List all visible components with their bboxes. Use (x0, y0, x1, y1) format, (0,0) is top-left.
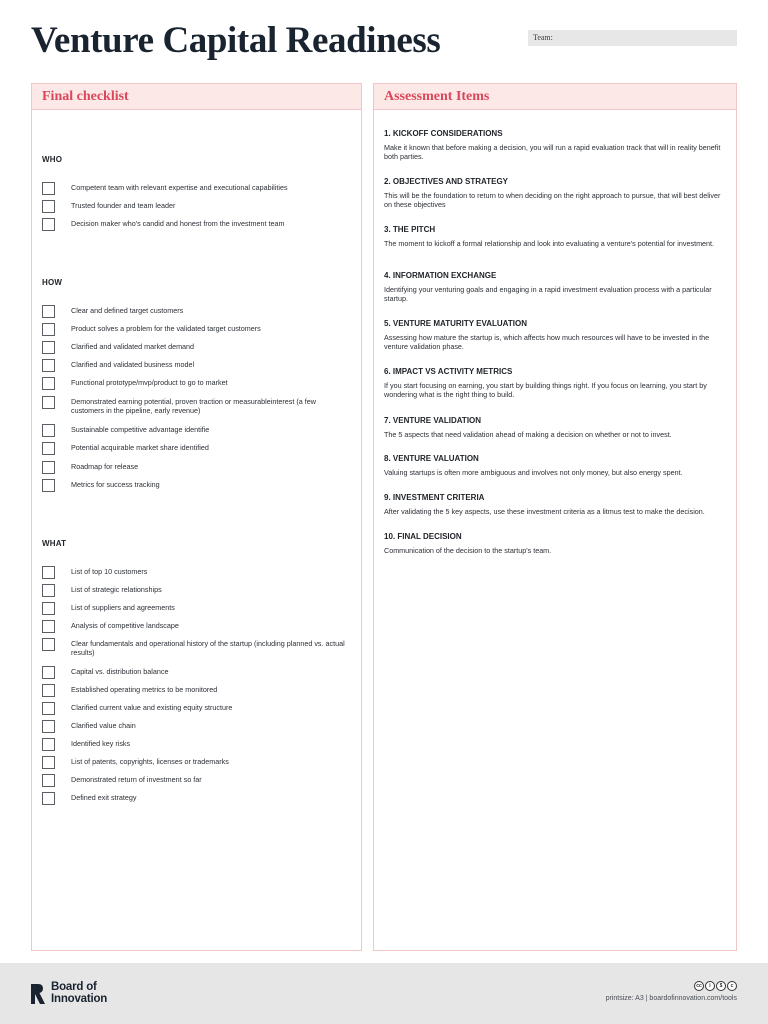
checklist-item-label: Capital vs. distribution balance (71, 667, 169, 676)
checklist-item-label: Trusted founder and team leader (71, 201, 176, 210)
assessment-item-title: 7. VENTURE VALIDATION (384, 416, 482, 425)
assessment-item-description: Identifying your venturing goals and engaging in a rapid investment evaluation process with a particular startup. (384, 285, 712, 303)
checklist-body (32, 110, 361, 950)
checklist-item-label: Demonstrated return of investment so far (71, 775, 202, 784)
assessment-item (384, 367, 728, 399)
checkbox[interactable] (42, 323, 55, 336)
team-field[interactable] (528, 30, 737, 46)
final-checklist-panel (31, 83, 362, 951)
page-title: Venture Capital Readiness (31, 20, 441, 61)
checkbox[interactable] (42, 424, 55, 437)
assessment-item-title: 6. IMPACT VS ACTIVITY METRICS (384, 367, 513, 376)
checklist-item-label: Potential acquirable market share identified (71, 443, 209, 452)
section-label-what: WHAT (42, 539, 67, 548)
checkbox[interactable] (42, 359, 55, 372)
checklist-item-label: Functional prototype/mvp/product to go to market (71, 378, 228, 387)
cc-cc-icon: cc (694, 981, 704, 991)
assessment-item-title: 2. OBJECTIVES AND STRATEGY (384, 177, 509, 186)
cc-sa-icon: c (727, 981, 737, 991)
creative-commons-icons (694, 981, 737, 992)
cc-nc-icon: $ (716, 981, 726, 991)
checkbox[interactable] (42, 792, 55, 805)
checkbox[interactable] (42, 461, 55, 474)
assessment-item-title: 5. VENTURE MATURITY EVALUATION (384, 319, 527, 328)
assessment-item (384, 271, 728, 303)
checkbox[interactable] (42, 756, 55, 769)
assessment-item (384, 493, 728, 516)
checkbox[interactable] (42, 341, 55, 354)
checkbox[interactable] (42, 305, 55, 318)
checkbox[interactable] (42, 738, 55, 751)
assessment-item (384, 177, 728, 209)
assessment-item-title: 8. VENTURE VALUATION (384, 454, 479, 463)
assessment-item-description: Valuing startups is often more ambiguous and involves not only money, but also energy spent. (384, 468, 683, 477)
checklist-item-label: Decision maker who's candid and honest from the investment team (71, 219, 285, 228)
assessment-item-title: 4. INFORMATION EXCHANGE (384, 271, 497, 280)
checklist-item-label: Metrics for success tracking (71, 480, 160, 489)
assessment-item-title: 9. INVESTMENT CRITERIA (384, 493, 485, 502)
assessment-item-description: Assessing how mature the startup is, which affects how much resources will have to be invested in the venture validation phase. (384, 333, 710, 351)
assessment-item (384, 129, 728, 161)
assessment-item-title: 10. FINAL DECISION (384, 532, 462, 541)
checklist-item-label: Competent team with relevant expertise and executional capabilities (71, 183, 288, 192)
checkbox[interactable] (42, 182, 55, 195)
section-label-who: WHO (42, 155, 63, 164)
checkbox[interactable] (42, 702, 55, 715)
checkbox[interactable] (42, 720, 55, 733)
assessment-item-description: The 5 aspects that need validation ahead of making a decision on whether or not to invest. (384, 430, 672, 439)
final-checklist-header: Final checklist (32, 84, 361, 110)
logo-text-line1: Board of (51, 981, 97, 993)
checkbox[interactable] (42, 479, 55, 492)
checklist-item-label: Established operating metrics to be monitored (71, 685, 218, 694)
assessment-item-description: After validating the 5 key aspects, use these investment criteria as a litmus test to make the decision. (384, 507, 705, 516)
logo-mark-icon (30, 983, 46, 1005)
checkbox[interactable] (42, 200, 55, 213)
checklist-item-label: Sustainable competitive advantage identifie (71, 425, 210, 434)
team-label: Team: (533, 33, 553, 42)
checklist-item-label: List of suppliers and agreements (71, 603, 175, 612)
checklist-item-label: Clarified and validated business model (71, 360, 195, 369)
checkbox[interactable] (42, 396, 55, 409)
cc-by-icon: i (705, 981, 715, 991)
checkbox[interactable] (42, 638, 55, 651)
assessment-item-description: Communication of the decision to the startup's team. (384, 546, 552, 555)
assessment-item-title: 1. KICKOFF CONSIDERATIONS (384, 129, 503, 138)
assessment-items-panel (373, 83, 737, 951)
assessment-item (384, 532, 728, 555)
checkbox[interactable] (42, 218, 55, 231)
checklist-item-label: Analysis of competitive landscape (71, 621, 179, 630)
assessment-body (374, 110, 736, 950)
checklist-item-label: Defined exit strategy (71, 793, 137, 802)
section-label-how: HOW (42, 278, 63, 287)
logo-text-line2: Innovation (51, 992, 108, 1005)
print-info: printsize: A3 | boardofinnovation.com/tools (605, 995, 737, 1002)
checklist-item-label: Demonstrated earning potential, proven traction or measurableinterest (a few customers in the pipeline, early revenue) (71, 397, 316, 415)
assessment-item-description: If you start focusing on earning, you start by building things right. If you focus on learning, you start by wondering what is the right thing to build. (384, 381, 707, 399)
checkbox[interactable] (42, 684, 55, 697)
checklist-item-label: Clear fundamentals and operational history of the startup (including planned vs. actual results) (71, 639, 345, 657)
checklist-item-label: Roadmap for release (71, 462, 139, 471)
checkbox[interactable] (42, 566, 55, 579)
assessment-items-header: Assessment Items (374, 84, 736, 110)
checklist-item-label: Clarified and validated market demand (71, 342, 195, 351)
checklist-item-label: Product solves a problem for the validated target customers (71, 324, 261, 333)
checkbox[interactable] (42, 584, 55, 597)
assessment-item-description: This will be the foundation to return to when deciding on the right approach to pursue, that will best deliver on these objectives (384, 191, 721, 209)
footer (0, 963, 768, 1024)
assessment-item-description: The moment to kickoff a formal relationship and look into evaluating a venture's potential for investment. (384, 239, 715, 248)
checklist-item-label: Identified key risks (71, 739, 131, 748)
checklist-item-label: Clarified current value and existing equity structure (71, 703, 233, 712)
checkbox[interactable] (42, 666, 55, 679)
assessment-item-title: 3. THE PITCH (384, 225, 436, 234)
assessment-item (384, 319, 728, 351)
assessment-item (384, 225, 728, 248)
assessment-item-description: Make it known that before making a decision, you will run a rapid evaluation track that will in reality benefit both parties. (384, 143, 721, 161)
checkbox[interactable] (42, 774, 55, 787)
checklist-item-label: Clarified value chain (71, 721, 136, 730)
checkbox[interactable] (42, 620, 55, 633)
checklist-item-label: List of strategic relationships (71, 585, 162, 594)
assessment-item (384, 454, 728, 477)
assessment-item (384, 416, 728, 439)
checkbox[interactable] (42, 377, 55, 390)
checklist-item-label: List of top 10 customers (71, 567, 148, 576)
checklist-item-label: Clear and defined target customers (71, 306, 184, 315)
checkbox[interactable] (42, 602, 55, 615)
checkbox[interactable] (42, 442, 55, 455)
checklist-item-label: List of patents, copyrights, licenses or trademarks (71, 757, 229, 766)
